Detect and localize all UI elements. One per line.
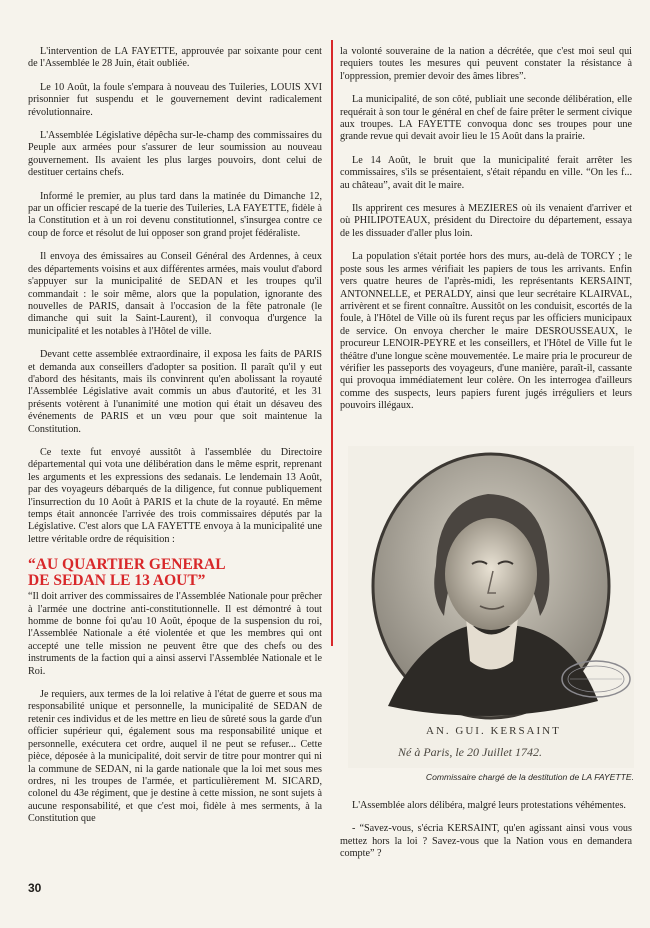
paragraph: Ce texte fut envoyé aussitôt à l'assemblée du Directoire départemental qui vota une délibération dans le même esprit, reprenant les arguments et les expressions des sedanais. Le lendemain 13 Août, par des voyageurs débarqués de la diligence, fut connue publiquement l'insurrection du 10 Août à PARIS et la chute de la royauté. En même temps était annoncée l'arrivée des trois commissaires députés par la Législative. C'est alors que LA FAYETTE envoya à la municipalité une lettre véritable ordre de réquisition : (28, 446, 322, 545)
paragraph: L'intervention de LA FAYETTE, approuvée par soixante pour cent de l'Assemblée le 28 Juin, était oubliée. (28, 46, 322, 70)
portrait-inscription-script: Né à Paris, le 20 Juillet 1742. (398, 745, 542, 759)
paragraph: La population s'était portée hors des murs, au-delà de TORCY ; le poste sous les armes vérifiait les papiers de tous les arrivants. Enfin vers quatre heures de l'après-midi, les représentants KERSAINT, ANTONNELLE, et PERALDY, ainsi que leur secrétaire KLAIRVAL, arrivèrent et se firent connaître. Aussitôt on les conduisit, escortés de la foule, à l'Hôtel de Ville où ils furent reçus par les officiers municipaux de service. On envoya chercher le maire DESROUSSEAUX, le procureur LENOIR-PEYRE et les conseillers, et l'Hôtel de Ville fut le théâtre d'une longue scène mouvementée. Le maire pria le procureur de vérifier les passeports des voyageurs, d'une manière, paraît-il, cassante qui provoqua immédiatement leur colère. On les interrogea d'ailleurs comme des suspects, leurs papiers furent jugés irréguliers et leurs pouvoirs illégaux. (340, 251, 632, 412)
portrait-inscription-name: AN. GUI. KERSAINT (426, 725, 561, 737)
quoted-letter-paragraph: “Il doit arriver des commissaires de l'Assemblée Nationale pour prêcher à l'armée une doctrine anti-constitutionnelle. Il est démontré à tout homme de bonne foi qu'au 10 Août, époque de la suspension du roi, l'Assemblée Nationale a été violentée et que les membres qui ont accepté une telle mission ne peuvent être que des chefs ou des instruments de la faction qui a ainsi asservi l'Assemblée Nationale et le Roi. (28, 591, 322, 677)
right-column-bottom (340, 800, 632, 872)
paragraph: la volonté souveraine de la nation a décrétée, que c'est moi seul qui requiers toutes les mesures qui peuvent constater la résistance à l'oppression, premier devoir des âmes libres”. (340, 46, 632, 82)
quoted-letter-paragraph: Je requiers, aux termes de la loi relative à l'état de guerre et sous ma responsabilité unique et personnelle, la municipalité de SEDAN de retenir ces individus et de les mettre en lieu de sûreté sous la garde d'un officier supérieur qui, également sous ma responsabilité unique et personnelle, exécutera cet ordre, auquel il ne peut se refuser... Cette pièce, déposée à la municipalité, doit servir de titre pour montrer qui ni la commune de SEDAN, ni la garde nationale que la loi met sous mes ordres, ni les troupes de l'armée, et particulièrement M. SICARD, colonel du 43e régiment, que je destine à cette mission, ne sont sujets à aucune responsabilité, et que c'est moi, fidèle à mes serments, à la Constitution que (28, 689, 322, 825)
paragraph: Informé le premier, au plus tard dans la matinée du Dimanche 12, par un officier rescapé de la tuerie des Tuileries, LA FAYETTE, fidèle à la Constitution et à un roi devenu constitutionnel, s'insurgea contre ce coup de force et résolut de lui opposer son grand projet fédéraliste. (28, 190, 322, 239)
section-heading-line: “AU QUARTIER GENERAL (28, 556, 226, 574)
paragraph: L'Assemblée alors délibéra, malgré leurs protestations véhémentes. (352, 800, 626, 811)
paragraph: L'Assemblée Législative dépêcha sur-le-champ des commissaires du Peuple aux armées pour s'assurer de leur soumission au nouveau gouvernement. Ils avaient les plus larges pouvoirs, dont celui de destituer certains chefs. (28, 130, 322, 179)
left-column (28, 46, 322, 837)
section-heading-line: DE SEDAN LE 13 AOUT” (28, 572, 206, 590)
paragraph: Le 10 Août, la foule s'empara à nouveau des Tuileries, LOUIS XVI prisonnier fut suspendu et le gouvernement devint radicalement révolutionnaire. (28, 81, 322, 118)
paragraph: Devant cette assemblée extraordinaire, il exposa les faits de PARIS et demanda aux conseillers d'adopter sa position. Il paraît qu'il y eut d'abord des hésitants, mais ils convinrent qu'en abolissant la royauté l'Assemblée Législative avait commis un abus d'autorité, et les 31 présents votèrent à l'unanimité une motion qui était un désaveu des événements de PARIS et un vœu pour que soit maintenue la Constitution. (28, 349, 322, 435)
paragraph: Le 14 Août, le bruit que la municipalité ferait arrêter les commissaires, s'ils se présentaient, s'était répandu en ville. “On les f... au château”, avait dit le maire. (340, 154, 632, 191)
kersaint-portrait (348, 446, 634, 768)
paragraph: Ils apprirent ces mesures à MEZIERES où ils venaient d'arriver et où PHILIPOTEAUX, président du Directoire du département, essaya de les dissuader d'aller plus loin. (340, 203, 632, 239)
paragraph: Il envoya des émissaires au Conseil Général des Ardennes, à ceux des départements voisins et aux différentes armées, mais voulut d'abord s'appuyer sur la municipalité de SEDAN et les troupes qu'il commandait : le soir même, alors que la population, ignorante des nouvelles de PARIS, dansait à l'occasion de la fête patronale (le dimanche qui suit la Saint-Laurent), il convoqua d'urgence la municipalité et les notables à l'Hôtel de ville. (28, 251, 322, 337)
right-column (340, 46, 632, 424)
paragraph: - “Savez-vous, s'écria KERSAINT, qu'en agissant ainsi vous vous mettez hors la loi ? Savez-vous que la Nation vous en demandera compte” ? (340, 823, 632, 860)
page-number: 30 (28, 881, 42, 895)
column-rule (331, 40, 333, 646)
portrait-caption: Commissaire chargé de la destitution de LA FAYETTE. (425, 772, 634, 782)
section-heading (28, 557, 322, 589)
paragraph: La municipalité, de son côté, publiait une seconde délibération, elle requérait à son tour le général en chef de faire prêter le serment civique aux troupes. LA FAYETTE convoqua donc ses troupes pour une grande revue qui devait avoir lieu le 15 Août dans la prairie. (340, 94, 632, 143)
